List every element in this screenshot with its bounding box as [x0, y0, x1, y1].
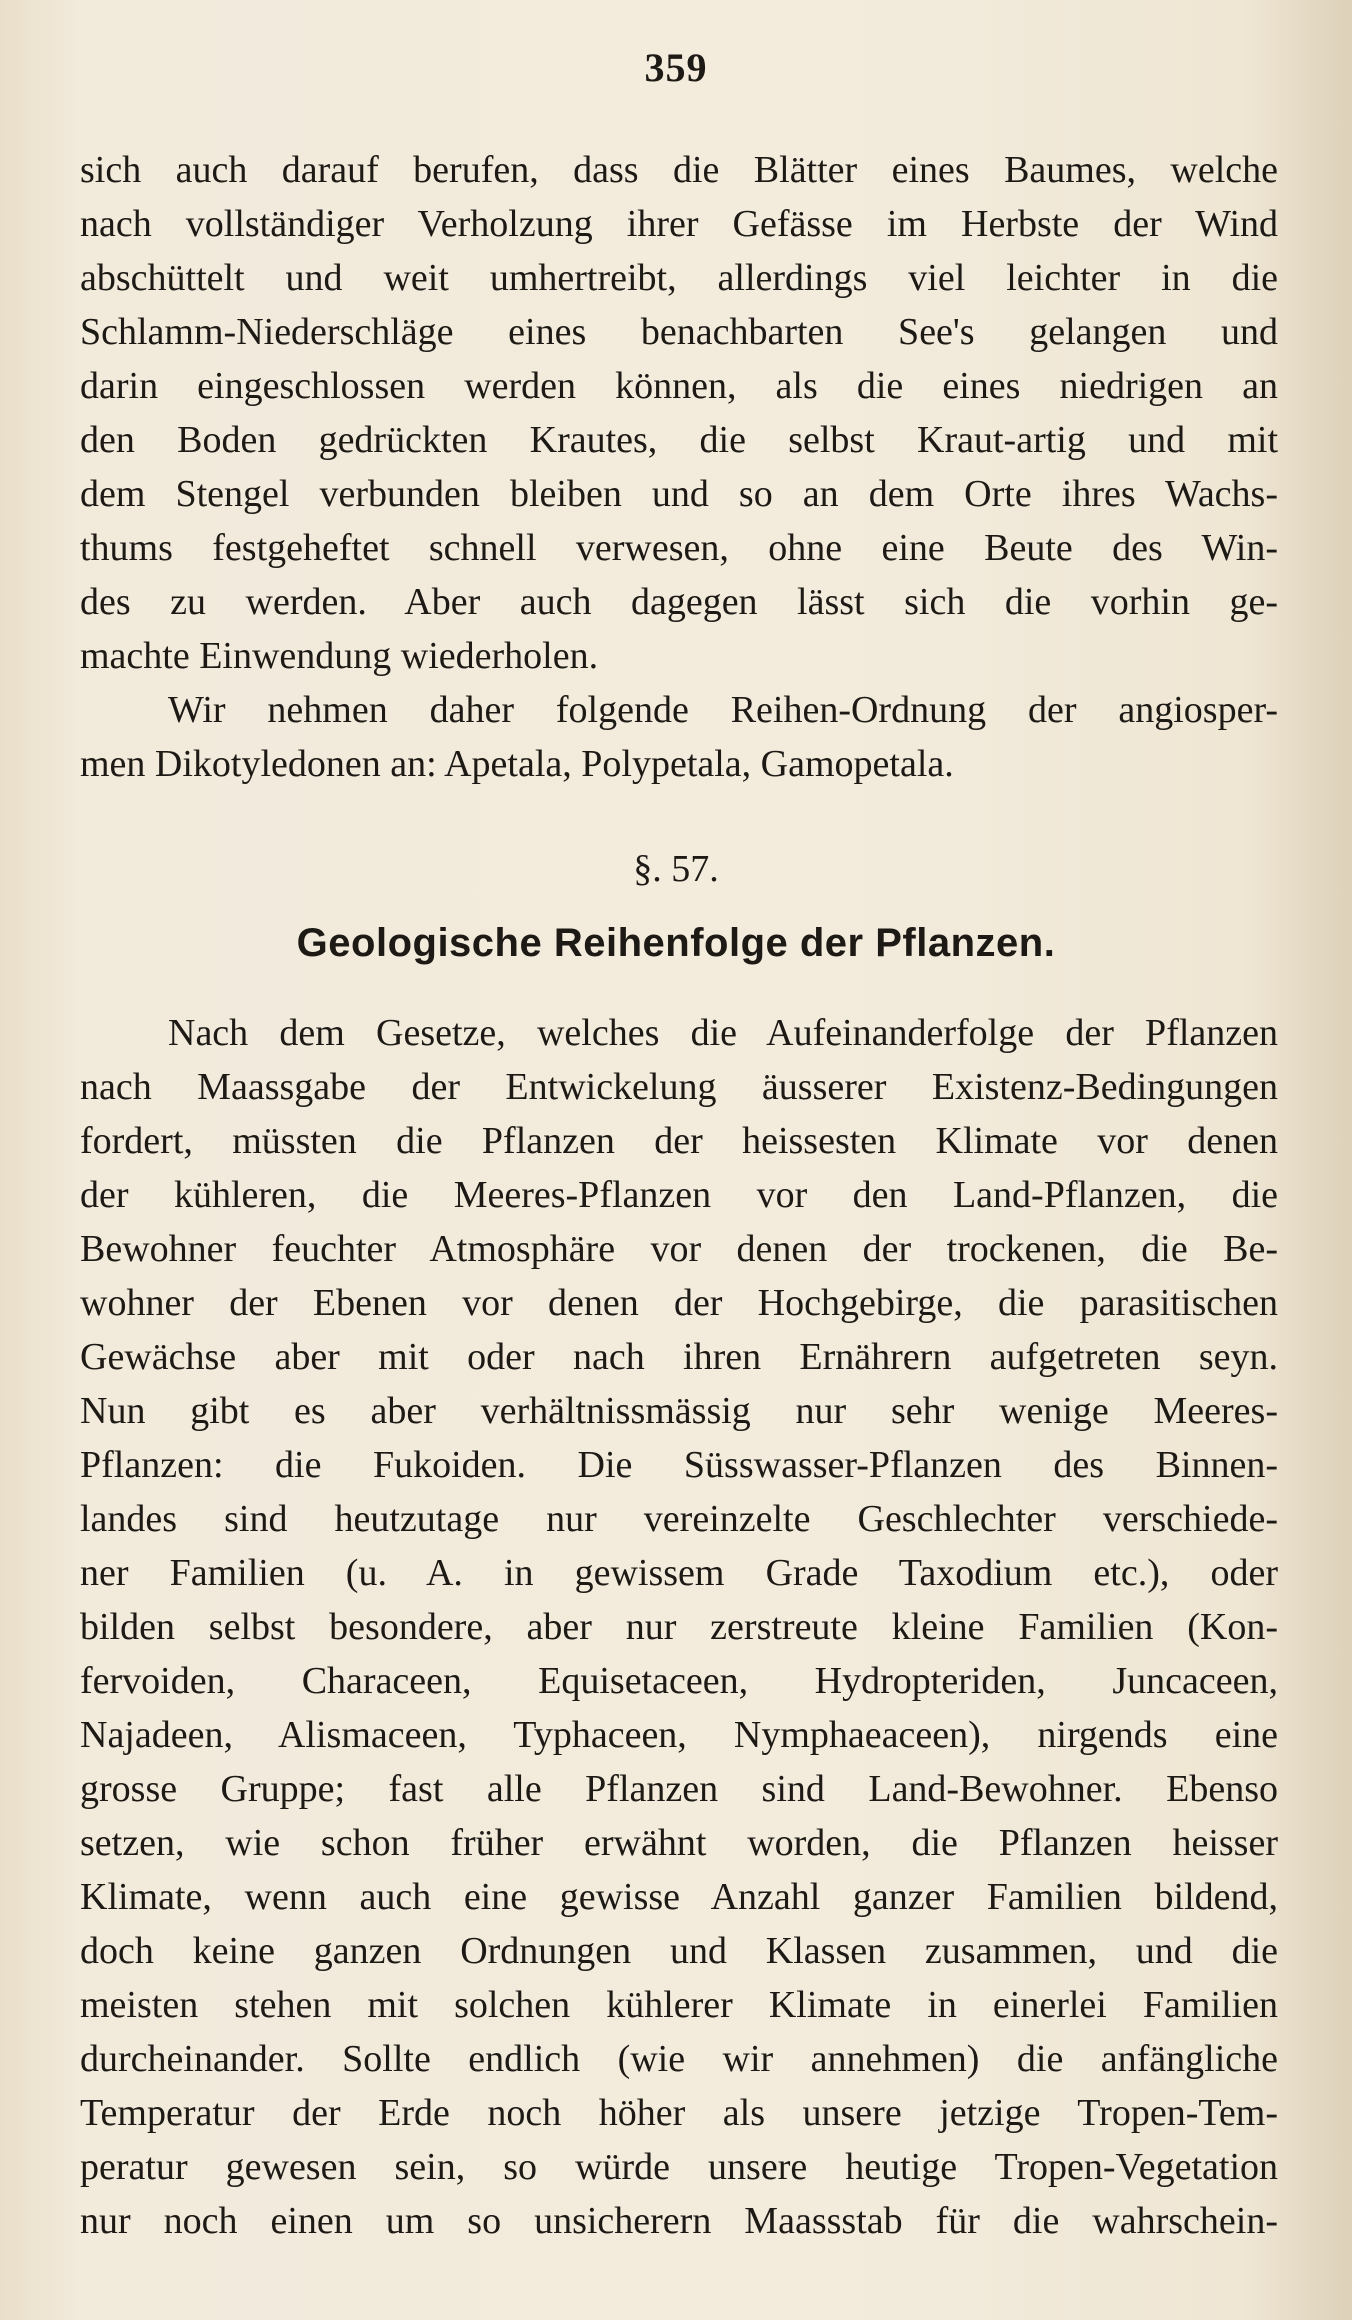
text-line: abschüttelt und weit umhertreibt, allerdings viel leichter in die [80, 257, 1278, 299]
text-line: bilden selbst besondere, aber nur zerstreute kleine Familien (Kon- [80, 1606, 1278, 1648]
text-line: nach vollständiger Verholzung ihrer Gefässe im Herbste der Wind [80, 203, 1278, 245]
text-line: dem Stengel verbunden bleiben und so an dem Orte ihres Wachs- [80, 473, 1278, 515]
section-number: §. 57. [633, 848, 719, 890]
text-line: Najadeen, Alismaceen, Typhaceen, Nymphaeaceen), nirgends eine [80, 1714, 1278, 1756]
text-line: setzen, wie schon früher erwähnt worden, die Pflanzen heisser [80, 1822, 1278, 1864]
text-line: doch keine ganzen Ordnungen und Klassen zusammen, und die [80, 1930, 1278, 1972]
text-line: thums festgeheftet schnell verwesen, ohne eine Beute des Win- [80, 527, 1278, 569]
text-line: des zu werden. Aber auch dagegen lässt sich die vorhin ge- [80, 581, 1278, 623]
text-line: landes sind heutzutage nur vereinzelte Geschlechter verschiede- [80, 1498, 1278, 1540]
text-line: sich auch darauf berufen, dass die Blätter eines Baumes, welche [80, 149, 1278, 191]
text-line: darin eingeschlossen werden können, als die eines niedrigen an [80, 365, 1278, 407]
paragraph-2 [80, 683, 1278, 791]
page-number: 359 [644, 45, 708, 90]
text-line: wohner der Ebenen vor denen der Hochgebirge, die parasitischen [80, 1282, 1278, 1324]
text-line: nur noch einen um so unsicherern Maassstab für die wahrschein- [80, 2200, 1278, 2242]
text-line: Klimate, wenn auch eine gewisse Anzahl ganzer Familien bildend, [80, 1876, 1278, 1918]
text-line: fervoiden, Characeen, Equisetaceen, Hydropteriden, Juncaceen, [80, 1660, 1278, 1702]
text-line: grosse Gruppe; fast alle Pflanzen sind Land-Bewohner. Ebenso [80, 1768, 1278, 1810]
text-line: ner Familien (u. A. in gewissem Grade Taxodium etc.), oder [80, 1552, 1278, 1594]
text-line: Wir nehmen daher folgende Reihen-Ordnung der angiosper- [168, 689, 1278, 731]
text-line: Temperatur der Erde noch höher als unsere jetzige Tropen-Tem- [80, 2092, 1278, 2134]
text-line: meisten stehen mit solchen kühlerer Klimate in einerlei Familien [80, 1984, 1278, 2026]
text-line: men Dikotyledonen an: Apetala, Polypetala, Gamopetala. [80, 743, 954, 785]
text-line: der kühleren, die Meeres-Pflanzen vor den Land-Pflanzen, die [80, 1174, 1278, 1216]
text-line: Bewohner feuchter Atmosphäre vor denen der trockenen, die Be- [80, 1228, 1278, 1270]
text-line: fordert, müssten die Pflanzen der heissesten Klimate vor denen [80, 1120, 1278, 1162]
text-line: peratur gewesen sein, so würde unsere heutige Tropen-Vegetation [80, 2146, 1278, 2188]
text-line: machte Einwendung wiederholen. [80, 635, 599, 677]
text-line: nach Maassgabe der Entwickelung äusserer Existenz-Bedingungen [80, 1066, 1278, 1108]
section-title: Geologische Reihenfolge der Pflanzen. [296, 921, 1056, 965]
text-line: Nun gibt es aber verhältnissmässig nur sehr wenige Meeres- [80, 1390, 1278, 1432]
text-line: Nach dem Gesetze, welches die Aufeinanderfolge der Pflanzen [168, 1012, 1278, 1054]
text-line: durcheinander. Sollte endlich (wie wir annehmen) die anfängliche [80, 2038, 1278, 2080]
text-line: Schlamm-Niederschläge eines benachbarten See's gelangen und [80, 311, 1278, 353]
paragraph-1 [80, 143, 1278, 683]
text-line: den Boden gedrückten Krautes, die selbst Kraut-artig und mit [80, 419, 1278, 461]
paragraph-3 [80, 1006, 1278, 2248]
text-line: Pflanzen: die Fukoiden. Die Süsswasser-Pflanzen des Binnen- [80, 1444, 1278, 1486]
text-line: Gewächse aber mit oder nach ihren Ernährern aufgetreten seyn. [80, 1336, 1278, 1378]
